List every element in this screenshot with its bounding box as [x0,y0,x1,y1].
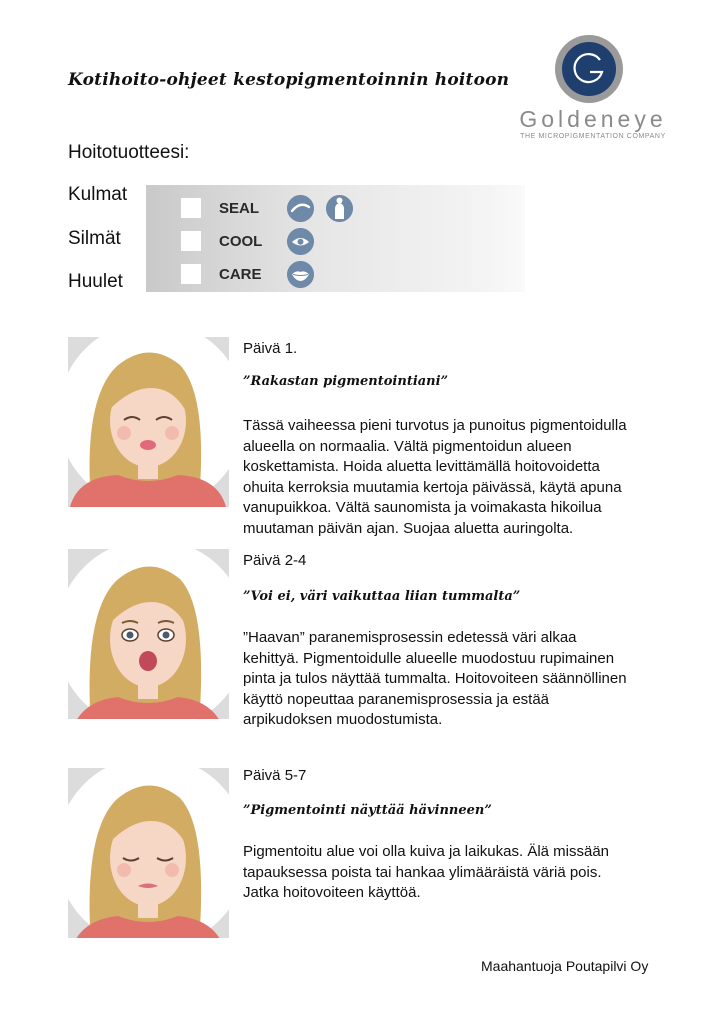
product-name-seal: SEAL [219,200,260,217]
cool-checkbox[interactable] [181,231,201,251]
product-name-cool: COOL [219,233,263,250]
eyebrow-icon [287,195,314,222]
text-line: koskettamista. Hoida aluetta levittämällä hoitovoidetta [243,458,600,475]
footer-importer: Maahantuoja Poutapilvi Oy [481,958,649,974]
text-line: alueella on normaalia. Vältä pigmentoidun alueen [243,437,572,455]
day-quote: ”Rakastan pigmentointiani” [243,374,449,389]
text-line: Pigmentoitu alue voi olla kuiva ja laikukas. Älä missään [243,843,610,860]
goldeneye-logo [508,34,678,144]
text-line: ”Haavan” paranemisprosessin edetessä väri alkaa [243,629,577,646]
document-title: Kotihoito-ohjeet kestopigmentoinnin hoitoon [68,70,510,90]
day-title: Päivä 5-7 [243,767,307,784]
tattoo-body-icon [326,195,353,222]
product-panel [146,185,525,292]
product-row-cool [146,226,525,256]
text-line: käyttö nopeuttaa paranemisprosessia ja estää [243,690,550,708]
text-line: ohuita kerroksia muutamia kertoja päivässä, käytä apuna [243,478,622,496]
product-row-care [146,259,525,289]
avatar-happy [68,337,229,507]
text-line: Tässä vaiheessa pieni turvotus ja punoitus pigmentoidulla [243,417,627,434]
text-line: Jatka hoitovoiteen käyttöä. [243,884,421,901]
text-line: kehittyä. Pigmentoidulle alueelle muodostuu rupimainen [243,649,615,667]
text-line: arpikudoksen muodostumista. [243,711,443,728]
avatar-sad [68,768,229,938]
seal-checkbox[interactable] [181,198,201,218]
day-text [243,628,663,731]
avatar-shocked [68,549,229,719]
product-name-care: CARE [219,266,262,283]
day-quote: ”Voi ei, väri vaikuttaa liian tummalta” [243,589,521,604]
text-line: pinta ja tulos näyttää tummalta. Hoitovoiteen säännöllinen [243,670,627,687]
logo-emblem-icon [554,34,624,104]
text-line: muutaman päivän ajan. Suojaa aluetta auringolta. [243,519,574,537]
care-checkbox[interactable] [181,264,201,284]
day-title: Päivä 2-4 [243,552,307,569]
products-heading: Hoitotuotteesi: [68,142,190,163]
day-text [243,842,663,904]
text-line: vanupuikkoa. Vältä saunomista ja voimakasta hikoilua [243,499,602,516]
area-label-eyes: Silmät [68,228,121,249]
lips-icon [287,261,314,288]
day-title: Päivä 1. [243,340,298,357]
product-row-seal [146,193,525,223]
brand-tagline: THE MICROPIGMENTATION COMPANY [520,133,666,140]
day-text [243,416,663,539]
eye-icon [287,228,314,255]
area-label-brows: Kulmat [68,184,128,205]
brand-name: Goldeneye [519,106,667,132]
day-quote: ”Pigmentointi näyttää hävinneen” [243,803,492,818]
text-line: tapauksessa poista tai hankaa ylimääräistä väriä pois. [243,863,602,881]
area-label-lips: Huulet [68,271,123,292]
